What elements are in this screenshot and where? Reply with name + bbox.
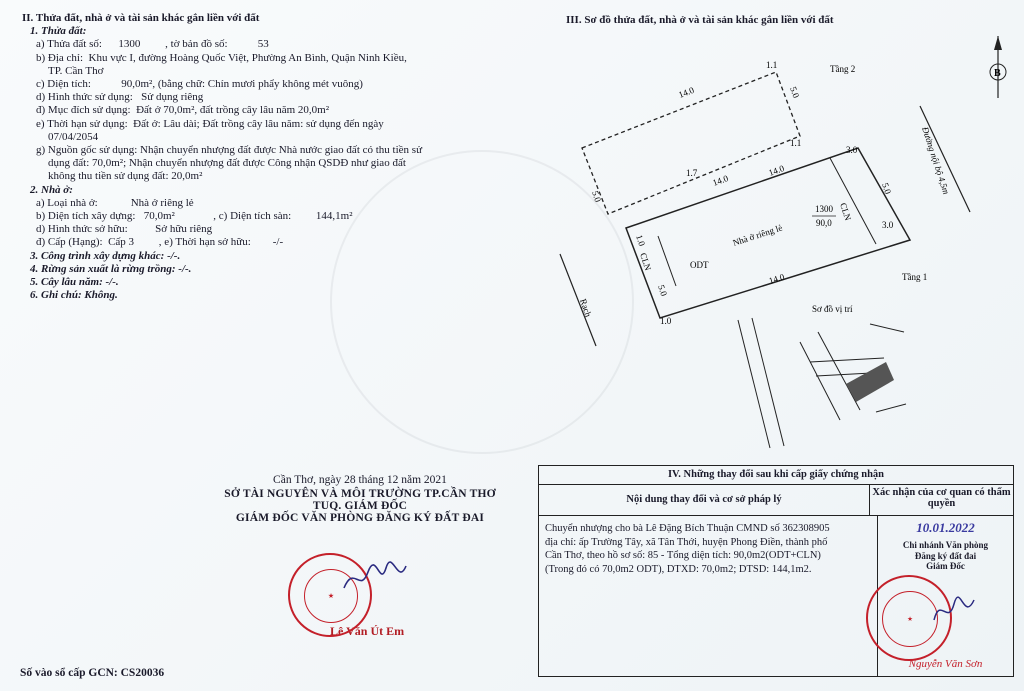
signing-office: GIÁM ĐỐC VĂN PHÒNG ĐĂNG KÝ ĐẤT ĐAI bbox=[235, 512, 485, 524]
odt-divider bbox=[658, 236, 676, 286]
dim-label: 1.1 bbox=[766, 60, 778, 70]
office-line: Đăng ký đất đai bbox=[914, 550, 977, 561]
house-line: d) Hình thức sở hữu: Sở hữu riêng bbox=[36, 223, 213, 236]
dim-label: 14.0 bbox=[677, 84, 696, 100]
land-line: b) Địa chỉ: Khu vực I, đường Hoàng Quốc Việt, Phường An Bình, Quận Ninh Kiều, bbox=[36, 51, 407, 64]
road-label: Đường nội bộ 4,5m bbox=[920, 125, 952, 196]
change-content bbox=[539, 516, 878, 676]
col-confirm-header: Xác nhận của cơ quan có thẩm quyền bbox=[872, 487, 1011, 509]
land-plot-diagram bbox=[530, 28, 1000, 448]
land-line: d) Hình thức sử dụng: Sử dụng riêng bbox=[36, 91, 204, 104]
office-line: Giám Đốc bbox=[926, 561, 965, 571]
dim-label: 14.0 bbox=[711, 173, 730, 188]
gcn-number: Số vào sổ cấp GCN: CS20036 bbox=[20, 667, 165, 679]
compass-label: B bbox=[994, 68, 1001, 79]
other-line: 6. Ghi chú: Không. bbox=[30, 289, 118, 302]
cln-divider bbox=[830, 158, 876, 244]
dim-label: 1.0 bbox=[634, 233, 648, 248]
dim-label: 5.0 bbox=[656, 283, 670, 298]
section-4-title: IV. Những thay đổi sau khi cấp giấy chứng nhận bbox=[539, 466, 1013, 485]
location-map bbox=[738, 318, 906, 448]
confirm-signer: Nguyễn Văn Sơn bbox=[908, 658, 983, 670]
branch-signature bbox=[930, 592, 980, 632]
signature bbox=[340, 558, 410, 598]
compass-icon bbox=[990, 36, 1006, 98]
col-content-header: Nội dung thay đổi và cơ sở pháp lý bbox=[539, 485, 870, 515]
confirm-office bbox=[878, 540, 1013, 572]
signing-date: Cần Thơ, ngày 28 tháng 12 năm 2021 bbox=[273, 474, 447, 486]
house-type-label: Nhà ở riêng lẻ bbox=[731, 222, 784, 248]
signing-block bbox=[200, 474, 520, 638]
land-line: g) Nguồn gốc sử dụng: Nhận chuyển nhượng đất được Nhà nước giao đất có thu tiền sử bbox=[36, 144, 423, 157]
land-line: e) Thời hạn sử dụng: Đất ở: Lâu dài; Đất trồng cây lâu năm: sử dụng đến ngày bbox=[36, 117, 384, 130]
seal-star-icon: ★ bbox=[327, 592, 335, 600]
dim-label: 1.1 bbox=[790, 138, 802, 148]
floor1-label: Tầng 1 bbox=[902, 272, 928, 282]
land-line: dụng đất: 70,0m²; Nhận chuyển nhượng đất được Công nhận QSDĐ như giao đất bbox=[48, 157, 406, 170]
dim-label: 5.0 bbox=[590, 189, 604, 204]
land-line: 07/04/2054 bbox=[48, 130, 99, 143]
section-2-title: II. Thửa đất, nhà ở và tài sản khác gắn liền với đất bbox=[22, 12, 260, 24]
floor2-label: Tầng 2 bbox=[830, 64, 856, 74]
location-label: Sơ đồ vị trí bbox=[812, 304, 853, 314]
house-line: a) Loại nhà ở: Nhà ở riêng lẻ bbox=[36, 196, 194, 209]
signing-authority: TUQ. GIÁM ĐỐC bbox=[312, 500, 408, 512]
road-edge bbox=[920, 106, 970, 212]
land-line: c) Diện tích: 90,0m², (bằng chữ: Chín mươi phẩy không mét vuông) bbox=[36, 78, 363, 91]
land-line: không thu tiền sử dụng đất: 20,0m² bbox=[48, 170, 203, 183]
signing-org: SỞ TÀI NGUYÊN VÀ MÔI TRƯỜNG TP.CẦN THƠ bbox=[224, 488, 496, 500]
signer-name: Lê Văn Út Em bbox=[330, 624, 405, 638]
house-line: b) Diện tích xây dựng: 70,0m² , c) Diện tích sàn: 144,1m² bbox=[36, 210, 353, 223]
land-line: a) Thửa đất số: 1300 , tờ bản đồ số: 53 bbox=[36, 38, 269, 51]
parcel-area: 90,0 bbox=[816, 218, 832, 228]
confirm-date: 10.01.2022 bbox=[916, 520, 975, 535]
changes-table bbox=[538, 465, 1014, 677]
cln-label: CLN bbox=[838, 201, 854, 222]
section-3-title: III. Sơ đồ thửa đất, nhà ở và tài sản khác gắn liền với đất bbox=[566, 14, 834, 26]
other-line: 5. Cây lâu năm: -/-. bbox=[30, 276, 119, 289]
parcel-location-marker bbox=[846, 362, 894, 402]
odt-label: ODT bbox=[690, 260, 709, 270]
seal-star-icon: ★ bbox=[907, 616, 913, 623]
table-header-row bbox=[539, 485, 1013, 516]
cln-label: CLN bbox=[638, 251, 654, 272]
office-line: Chi nhánh Văn phòng bbox=[902, 540, 989, 550]
dim-label: 14.0 bbox=[767, 163, 786, 178]
land-line: đ) Mục đích sử dụng: Đất ở 70,0m², đất trồng cây lâu năm 20,0m² bbox=[36, 104, 330, 117]
dim-label: 3.0 bbox=[846, 145, 858, 155]
house-line: đ) Cấp (Hạng): Cấp 3 , e) Thời hạn sở hữu: -/- bbox=[36, 236, 284, 249]
parcel-number: 1300 bbox=[815, 204, 833, 214]
other-line: 3. Công trình xây dựng khác: -/-. bbox=[30, 249, 181, 262]
section-2 bbox=[22, 12, 522, 302]
dim-label: 1.7 bbox=[686, 168, 698, 178]
canal-label: Rạch bbox=[578, 297, 594, 319]
dim-label: 5.0 bbox=[788, 85, 802, 100]
dim-label: 5.0 bbox=[880, 181, 894, 196]
house-heading: 2. Nhà ở: bbox=[30, 183, 73, 196]
change-line: (Trong đó có 70,0m2 ODT), DTXD: 70,0m2; DTSD: 144,1m2. bbox=[545, 563, 812, 575]
dim-label: 1.0 bbox=[660, 316, 672, 326]
land-line: TP. Cần Thơ bbox=[48, 64, 104, 77]
dim-label: 3.0 bbox=[882, 220, 894, 230]
dim-label: 14.0 bbox=[767, 271, 786, 286]
change-line: Chuyển nhượng cho bà Lê Đặng Bích Thuận CMND số 362308905 bbox=[545, 523, 830, 534]
other-line: 4. Rừng sản xuất là rừng trồng: -/-. bbox=[30, 262, 192, 275]
change-line: Cần Thơ, theo hồ sơ số: 85 - Tổng diện tích: 90,0m2(ODT+CLN) bbox=[545, 550, 821, 561]
change-line: địa chỉ: ấp Trường Tây, xã Tân Thới, huyện Phong Điền, thành phố bbox=[545, 536, 828, 548]
land-heading: 1. Thửa đất: bbox=[30, 25, 87, 38]
